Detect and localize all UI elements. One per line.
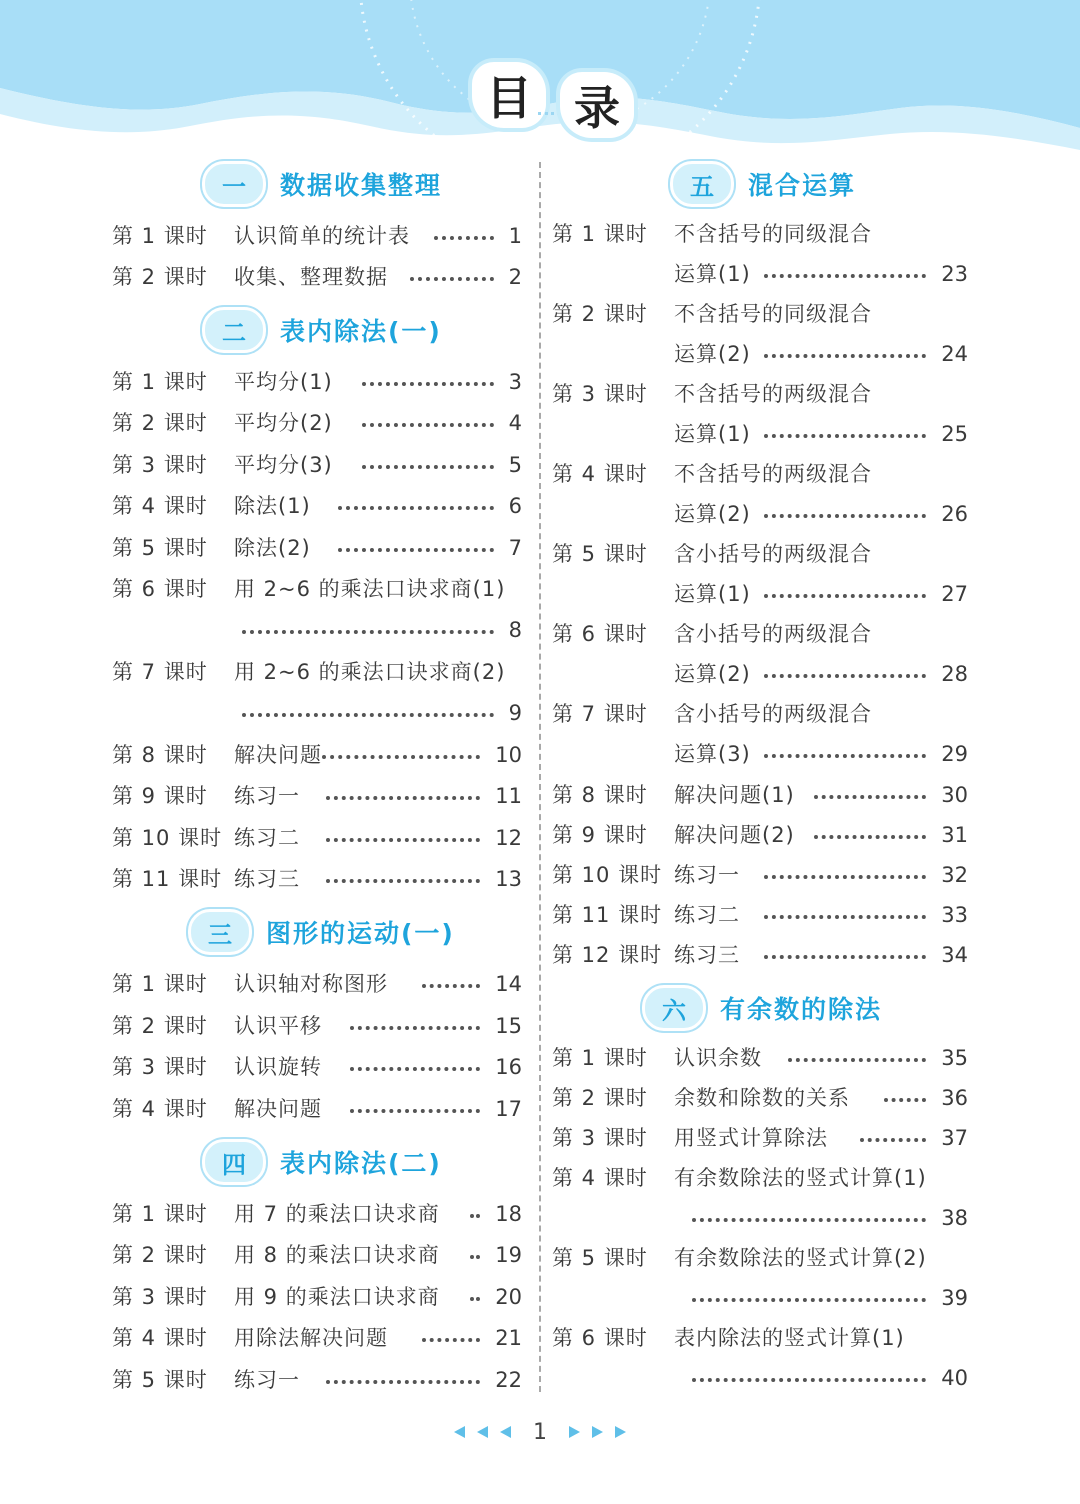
lesson-label: 第 6 课时 xyxy=(552,1326,648,1350)
lesson-title: 用竖式计算除法 xyxy=(674,1126,828,1150)
lesson-title: 练习一 xyxy=(234,784,300,808)
toc-entry[interactable] xyxy=(112,1318,522,1358)
unit-heading xyxy=(642,984,882,1032)
lesson-label: 第 5 课时 xyxy=(112,536,208,560)
page-number: 1 xyxy=(533,1419,547,1445)
page-ref: 7 xyxy=(508,536,522,560)
toc-entry[interactable] xyxy=(112,486,522,526)
dot-leader xyxy=(362,423,494,427)
arrow-left-icon xyxy=(500,1426,511,1438)
lesson-label: 第 6 课时 xyxy=(112,577,208,601)
toc-entry[interactable] xyxy=(552,694,968,734)
page-ref: 40 xyxy=(941,1366,968,1390)
lesson-label: 第 3 课时 xyxy=(552,1126,648,1150)
lesson-title: 表内除法的竖式计算(1) xyxy=(674,1326,905,1350)
toc-entry[interactable] xyxy=(112,1277,522,1317)
lesson-label: 第 9 课时 xyxy=(112,784,208,808)
page-ref: 24 xyxy=(941,342,968,366)
lesson-label: 第 1 课时 xyxy=(112,1202,208,1226)
lesson-title: 解决问题(2) xyxy=(674,823,795,847)
dot-leader xyxy=(338,548,494,552)
lesson-label: 第 4 课时 xyxy=(112,1097,208,1121)
dot-leader xyxy=(814,795,926,799)
toc-entry[interactable] xyxy=(112,859,522,899)
unit-heading xyxy=(202,1138,442,1186)
unit-title: 有余数的除法 xyxy=(720,995,883,1024)
toc-entry[interactable] xyxy=(552,935,968,975)
lesson-label: 第 7 课时 xyxy=(112,660,208,684)
lesson-title: 认识平移 xyxy=(234,1014,322,1038)
page-ref: 29 xyxy=(941,742,968,766)
toc-entry[interactable] xyxy=(112,216,522,256)
lesson-label: 第 1 课时 xyxy=(112,972,208,996)
lesson-title: 平均分(3) xyxy=(234,453,333,477)
dot-leader xyxy=(814,835,926,839)
toc-entry[interactable] xyxy=(552,1358,968,1398)
lesson-title: 运算(2) xyxy=(674,502,751,526)
title-char-lu: 录 xyxy=(560,72,634,138)
lesson-title: 解决问题 xyxy=(234,1097,322,1121)
toc-entry[interactable] xyxy=(552,1318,968,1358)
lesson-label: 第 10 课时 xyxy=(112,826,223,850)
toc-entry[interactable] xyxy=(552,494,968,534)
lesson-title: 运算(1) xyxy=(674,582,751,606)
unit-number-badge: 二 xyxy=(202,307,266,353)
page-ref: 35 xyxy=(941,1046,968,1070)
dot-leader xyxy=(764,434,926,438)
unit-title: 数据收集整理 xyxy=(280,171,443,200)
toc-entry[interactable] xyxy=(552,1238,968,1278)
unit-heading xyxy=(202,306,442,354)
dot-leader xyxy=(362,465,494,469)
dot-leader xyxy=(410,277,494,281)
lesson-title: 用 2~6 的乘法口诀求商(2) xyxy=(234,660,506,684)
dot-leader xyxy=(350,1109,480,1113)
page-ref: 34 xyxy=(941,943,968,967)
lesson-label: 第 2 课时 xyxy=(552,302,648,326)
dot-leader xyxy=(326,1380,480,1384)
toc-entry[interactable] xyxy=(552,654,968,694)
lesson-title: 运算(1) xyxy=(674,262,751,286)
dot-leader xyxy=(362,382,494,386)
page-ref: 13 xyxy=(495,867,522,891)
lesson-title: 用除法解决问题 xyxy=(234,1326,388,1350)
lesson-title: 认识旋转 xyxy=(234,1055,322,1079)
toc-entry[interactable] xyxy=(552,1118,968,1158)
lesson-title: 用 7 的乘法口诀求商 xyxy=(234,1202,440,1226)
dot-leader xyxy=(242,713,494,717)
unit-heading xyxy=(670,160,856,208)
dot-leader xyxy=(242,630,494,634)
page-ref: 28 xyxy=(941,662,968,686)
dot-leader xyxy=(764,875,926,879)
lesson-label: 第 3 课时 xyxy=(112,453,208,477)
toc-entry[interactable] xyxy=(552,574,968,614)
lesson-title: 练习二 xyxy=(234,826,300,850)
page-ref: 38 xyxy=(941,1206,968,1230)
column-divider xyxy=(539,162,541,1392)
lesson-title: 收集、整理数据 xyxy=(234,265,388,289)
dot-leader xyxy=(470,1214,480,1218)
lesson-title: 解决问题 xyxy=(234,743,322,767)
lesson-title: 运算(1) xyxy=(674,422,751,446)
lesson-label: 第 2 课时 xyxy=(112,411,208,435)
dot-leader xyxy=(884,1098,926,1102)
page-ref: 30 xyxy=(941,783,968,807)
dot-leader xyxy=(470,1297,480,1301)
page-footer xyxy=(0,1412,1080,1452)
lesson-label: 第 4 课时 xyxy=(552,1166,648,1190)
lesson-label: 第 2 课时 xyxy=(112,1243,208,1267)
lesson-title: 有余数除法的竖式计算(1) xyxy=(674,1166,927,1190)
dot-leader xyxy=(764,955,926,959)
lesson-label: 第 6 课时 xyxy=(552,622,648,646)
lesson-title: 认识余数 xyxy=(674,1046,762,1070)
page-ref: 5 xyxy=(508,453,522,477)
page-ref: 37 xyxy=(941,1126,968,1150)
toc-entry[interactable] xyxy=(112,964,522,1004)
lesson-label: 第 12 课时 xyxy=(552,943,663,967)
page-ref: 26 xyxy=(941,502,968,526)
dot-leader xyxy=(692,1378,926,1382)
page-ref: 1 xyxy=(508,224,522,248)
arrow-right-icon xyxy=(615,1426,626,1438)
lesson-title: 含小括号的两级混合 xyxy=(674,702,872,726)
dot-leader xyxy=(764,354,926,358)
page-ref: 27 xyxy=(941,582,968,606)
unit-number-badge: 一 xyxy=(202,161,266,207)
lesson-label: 第 8 课时 xyxy=(552,783,648,807)
dot-leader xyxy=(326,796,480,800)
unit-heading xyxy=(188,908,455,956)
lesson-label: 第 10 课时 xyxy=(552,863,663,887)
lesson-title: 有余数除法的竖式计算(2) xyxy=(674,1246,927,1270)
lesson-title: 用 9 的乘法口诀求商 xyxy=(234,1285,440,1309)
lesson-title: 平均分(2) xyxy=(234,411,333,435)
dot-leader xyxy=(764,514,926,518)
lesson-title: 运算(2) xyxy=(674,342,751,366)
toc-entry[interactable] xyxy=(112,1047,522,1087)
page-ref: 36 xyxy=(941,1086,968,1110)
page-ref: 23 xyxy=(941,262,968,286)
lesson-label: 第 2 课时 xyxy=(552,1086,648,1110)
dot-leader xyxy=(326,879,480,883)
unit-title: 表内除法(二) xyxy=(280,1149,442,1178)
dot-leader xyxy=(764,674,926,678)
toc-entry[interactable] xyxy=(552,374,968,414)
page-ref: 8 xyxy=(508,618,522,642)
toc-entry[interactable] xyxy=(552,294,968,334)
page-ref: 10 xyxy=(495,743,522,767)
unit-title: 混合运算 xyxy=(748,171,857,200)
lesson-title: 用 2~6 的乘法口诀求商(1) xyxy=(234,577,506,601)
toc-entry[interactable] xyxy=(112,257,522,297)
toc-entry[interactable] xyxy=(552,1198,968,1238)
toc-entry[interactable] xyxy=(552,1038,968,1078)
toc-entry[interactable] xyxy=(112,362,522,402)
arrow-left-icon xyxy=(477,1426,488,1438)
dot-leader xyxy=(338,506,494,510)
page-ref: 6 xyxy=(508,494,522,518)
page-ref: 22 xyxy=(495,1368,522,1392)
page-ref: 18 xyxy=(495,1202,522,1226)
toc-entry[interactable] xyxy=(112,445,522,485)
lesson-title: 用 8 的乘法口诀求商 xyxy=(234,1243,440,1267)
page-ref: 4 xyxy=(508,411,522,435)
page-ref: 20 xyxy=(495,1285,522,1309)
toc-entry[interactable] xyxy=(112,1194,522,1234)
dot-leader xyxy=(788,1058,926,1062)
toc-entry[interactable] xyxy=(552,414,968,454)
lesson-label: 第 4 课时 xyxy=(552,462,648,486)
lesson-label: 第 9 课时 xyxy=(552,823,648,847)
page-ref: 15 xyxy=(495,1014,522,1038)
arrow-right-icon xyxy=(569,1426,580,1438)
toc-entry[interactable] xyxy=(552,775,968,815)
toc-entry[interactable] xyxy=(112,652,522,692)
toc-entry[interactable] xyxy=(112,1089,522,1129)
lesson-label: 第 1 课时 xyxy=(552,1046,648,1070)
dot-leader xyxy=(764,274,926,278)
lesson-title: 认识简单的统计表 xyxy=(234,224,410,248)
toc-entry[interactable] xyxy=(112,818,522,858)
lesson-label: 第 3 课时 xyxy=(552,382,648,406)
lesson-label: 第 1 课时 xyxy=(112,370,208,394)
lesson-title: 练习一 xyxy=(674,863,740,887)
page-ref: 19 xyxy=(495,1243,522,1267)
dot-leader xyxy=(350,1067,480,1071)
unit-title: 表内除法(一) xyxy=(280,317,442,346)
lesson-title: 不含括号的同级混合 xyxy=(674,302,872,326)
lesson-label: 第 2 课时 xyxy=(112,1014,208,1038)
unit-title: 图形的运动(一) xyxy=(266,919,455,948)
lesson-title: 运算(3) xyxy=(674,742,751,766)
lesson-label: 第 2 课时 xyxy=(112,265,208,289)
lesson-title: 平均分(1) xyxy=(234,370,333,394)
toc-entry[interactable] xyxy=(112,403,522,443)
unit-heading xyxy=(202,160,442,208)
lesson-label: 第 5 课时 xyxy=(552,1246,648,1270)
page-ref: 39 xyxy=(941,1286,968,1310)
toc-entry[interactable] xyxy=(112,528,522,568)
title-char-mu: 目 xyxy=(472,62,546,128)
lesson-title: 练习三 xyxy=(234,867,300,891)
unit-number-badge: 六 xyxy=(642,985,706,1031)
lesson-title: 不含括号的同级混合 xyxy=(674,222,872,246)
page-ref: 9 xyxy=(508,701,522,725)
toc-entry[interactable] xyxy=(552,1078,968,1118)
page-ref: 3 xyxy=(508,370,522,394)
lesson-title: 解决问题(1) xyxy=(674,783,795,807)
dot-leader xyxy=(860,1138,926,1142)
lesson-label: 第 11 课时 xyxy=(112,867,223,891)
lesson-title: 练习三 xyxy=(674,943,740,967)
toc-entry[interactable] xyxy=(552,734,968,774)
page-ref: 31 xyxy=(941,823,968,847)
page-ref: 11 xyxy=(495,784,522,808)
dot-leader xyxy=(434,236,494,240)
dot-leader xyxy=(764,915,926,919)
unit-number-badge: 三 xyxy=(188,909,252,955)
page-ref: 2 xyxy=(508,265,522,289)
toc-entry[interactable] xyxy=(112,1360,522,1400)
page-ref: 25 xyxy=(941,422,968,446)
page-ref: 16 xyxy=(495,1055,522,1079)
toc-entry[interactable] xyxy=(112,610,522,650)
dot-leader xyxy=(470,1255,480,1259)
lesson-label: 第 1 课时 xyxy=(552,222,648,246)
dot-leader xyxy=(764,754,926,758)
dot-leader xyxy=(764,594,926,598)
toc-entry[interactable] xyxy=(112,1006,522,1046)
toc-entry[interactable] xyxy=(112,776,522,816)
lesson-label: 第 4 课时 xyxy=(112,1326,208,1350)
toc-entry[interactable] xyxy=(552,815,968,855)
page-ref: 32 xyxy=(941,863,968,887)
toc-entry[interactable] xyxy=(112,1235,522,1275)
lesson-label: 第 3 课时 xyxy=(112,1055,208,1079)
page-ref: 12 xyxy=(495,826,522,850)
lesson-label: 第 11 课时 xyxy=(552,903,663,927)
toc-entry[interactable] xyxy=(552,1158,968,1198)
toc-entry[interactable] xyxy=(552,855,968,895)
lesson-title: 含小括号的两级混合 xyxy=(674,542,872,566)
lesson-title: 不含括号的两级混合 xyxy=(674,462,872,486)
lesson-title: 练习一 xyxy=(234,1368,300,1392)
lesson-title: 运算(2) xyxy=(674,662,751,686)
page-ref: 17 xyxy=(495,1097,522,1121)
toc-entry[interactable] xyxy=(552,895,968,935)
dot-leader xyxy=(692,1298,926,1302)
page-ref: 21 xyxy=(495,1326,522,1350)
toc-entry[interactable] xyxy=(552,254,968,294)
dot-leader xyxy=(422,1338,480,1342)
lesson-label: 第 5 课时 xyxy=(552,542,648,566)
toc-entry[interactable] xyxy=(552,1278,968,1318)
toc-entry[interactable] xyxy=(552,334,968,374)
lesson-label: 第 3 课时 xyxy=(112,1285,208,1309)
dot-leader xyxy=(422,984,480,988)
toc-entry[interactable] xyxy=(552,534,968,574)
unit-number-badge: 五 xyxy=(670,161,734,207)
dot-leader xyxy=(322,755,480,759)
arrow-right-icon xyxy=(592,1426,603,1438)
toc-entry[interactable] xyxy=(112,735,522,775)
page-ref: 14 xyxy=(495,972,522,996)
toc-entry[interactable] xyxy=(552,214,968,254)
page-ref: 33 xyxy=(941,903,968,927)
lesson-label: 第 7 课时 xyxy=(552,702,648,726)
toc-entry[interactable] xyxy=(112,693,522,733)
arrow-left-icon xyxy=(454,1426,465,1438)
toc-entry[interactable] xyxy=(552,614,968,654)
unit-number-badge: 四 xyxy=(202,1139,266,1185)
title-dots xyxy=(538,112,560,119)
lesson-label: 第 4 课时 xyxy=(112,494,208,518)
lesson-title: 不含括号的两级混合 xyxy=(674,382,872,406)
lesson-title: 余数和除数的关系 xyxy=(674,1086,850,1110)
lesson-label: 第 1 课时 xyxy=(112,224,208,248)
lesson-title: 除法(1) xyxy=(234,494,311,518)
lesson-title: 除法(2) xyxy=(234,536,311,560)
dot-leader xyxy=(326,838,480,842)
lesson-title: 含小括号的两级混合 xyxy=(674,622,872,646)
dot-leader xyxy=(350,1026,480,1030)
lesson-label: 第 8 课时 xyxy=(112,743,208,767)
lesson-title: 认识轴对称图形 xyxy=(234,972,388,996)
dot-leader xyxy=(692,1218,926,1222)
toc-entry[interactable] xyxy=(552,454,968,494)
lesson-label: 第 5 课时 xyxy=(112,1368,208,1392)
lesson-title: 练习二 xyxy=(674,903,740,927)
toc-entry[interactable] xyxy=(112,569,522,609)
